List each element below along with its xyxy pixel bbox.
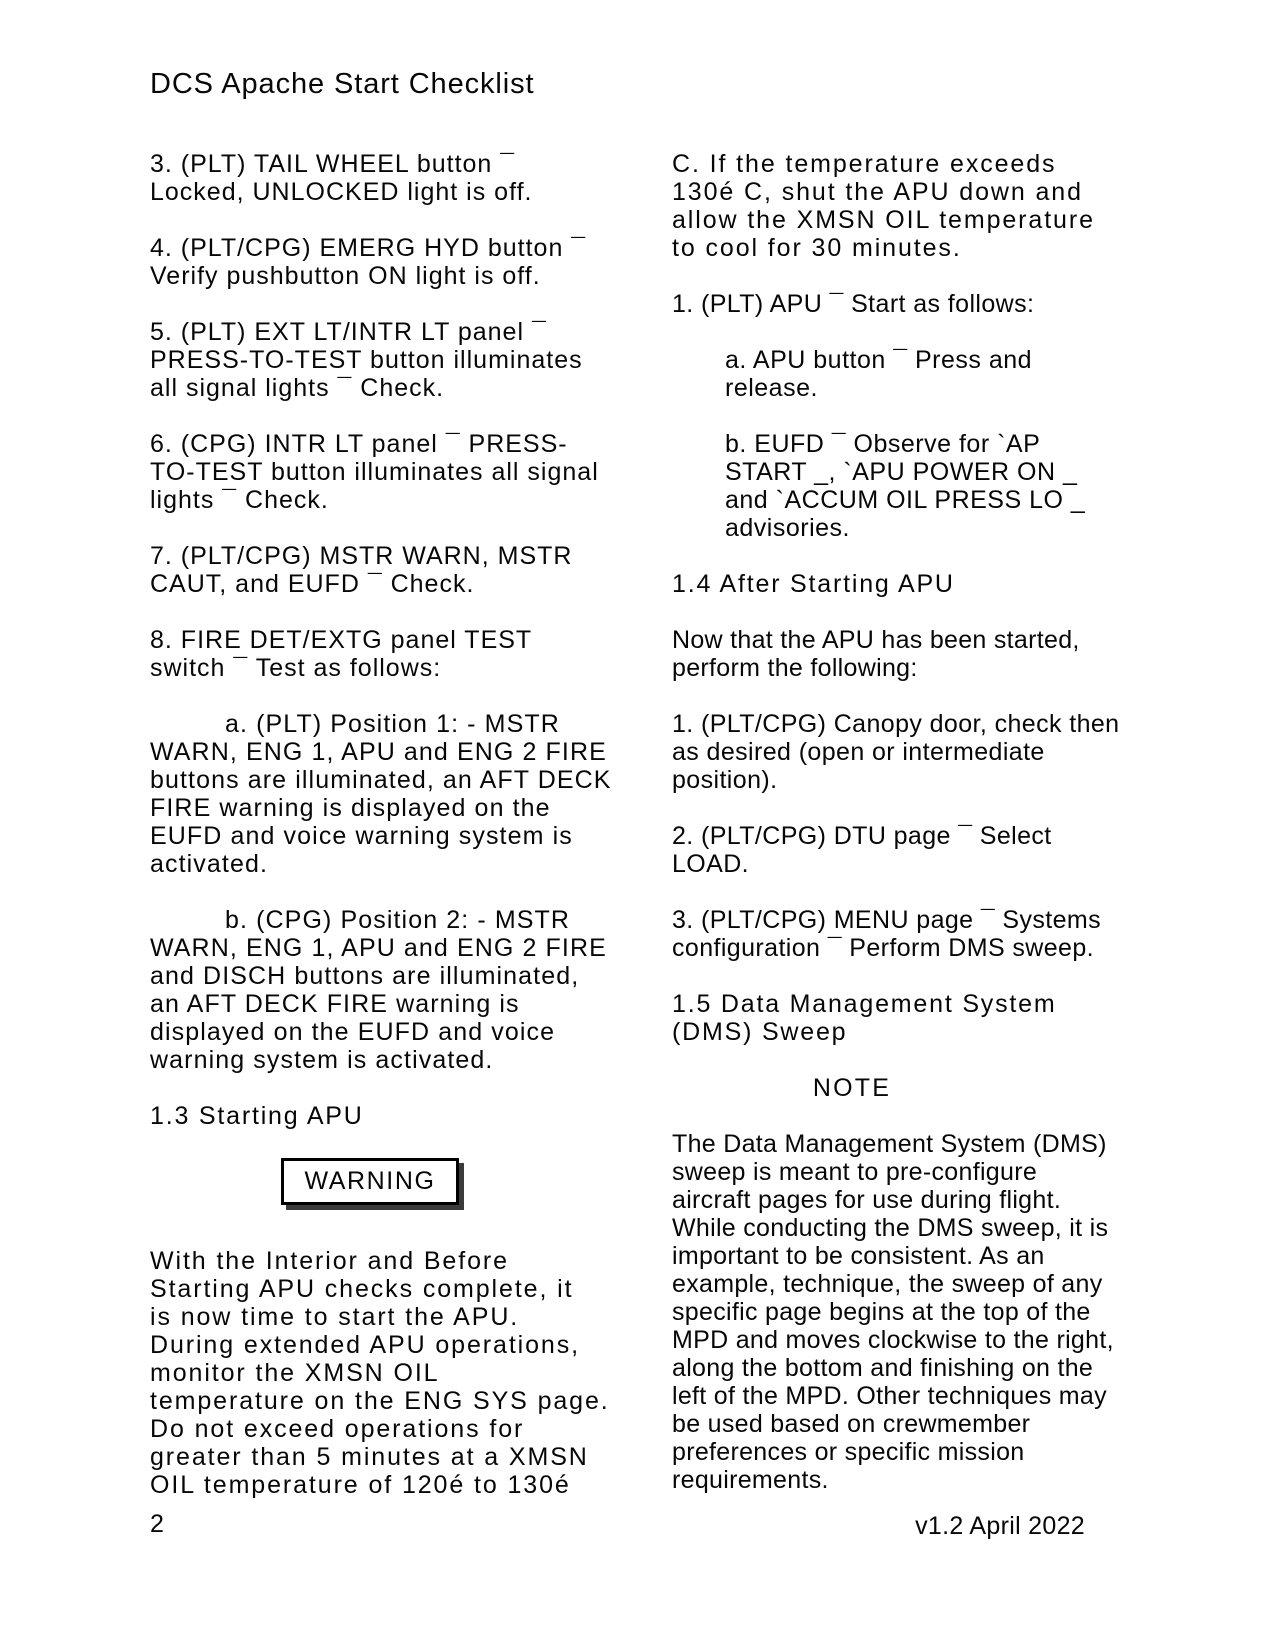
text-line: important to be consistent. As an [672, 1242, 1045, 1270]
text-line: 3. (PLT/CPG) MENU page ¯ Systems [672, 906, 1102, 934]
text-line: 5. (PLT) EXT LT/INTR LT panel ¯ [150, 318, 547, 346]
text-block [672, 150, 1095, 262]
text-line: Verify pushbutton ON light is off. [150, 262, 541, 290]
text-line: and DISCH buttons are illuminated, [150, 962, 580, 990]
text-line: The Data Management System (DMS) [672, 1130, 1107, 1158]
text-block [672, 1130, 1114, 1494]
text-line: as desired (open or intermediate [672, 738, 1045, 766]
text-line: 2. (PLT/CPG) DTU page ¯ Select [672, 822, 1052, 850]
text-line: advisories. [725, 514, 850, 542]
left-column [150, 150, 612, 1527]
text-line: sweep is meant to pre-configure [672, 1158, 1038, 1186]
text-line: a. (PLT) Position 1: - MSTR [225, 710, 560, 738]
right-column [672, 150, 1120, 1522]
text-line: temperature on the ENG SYS page. [150, 1387, 610, 1415]
text-line: to cool for 30 minutes. [672, 234, 962, 262]
text-line: release. [725, 374, 818, 402]
text-block [150, 234, 590, 290]
text-line: OIL temperature of 120é to 130é [150, 1471, 571, 1499]
text-line: be used based on crewmember [672, 1410, 1031, 1438]
text-line: 3. (PLT) TAIL WHEEL button ¯ [150, 150, 516, 178]
text-block [672, 430, 1086, 542]
text-block [150, 430, 599, 514]
text-line: specific page begins at the top of the [672, 1298, 1091, 1326]
text-line: left of the MPD. Other techniques may [672, 1382, 1107, 1410]
text-line: 1.3 Starting APU [150, 1102, 364, 1130]
text-line: buttons are illuminated, an AFT DECK [150, 766, 612, 794]
text-line: preferences or specific mission [672, 1438, 1025, 1466]
text-line: allow the XMSN OIL temperature [672, 206, 1095, 234]
text-line: b. (CPG) Position 2: - MSTR [225, 906, 571, 934]
text-line: While conducting the DMS sweep, it is [672, 1214, 1109, 1242]
text-block [672, 346, 1032, 402]
text-line: (DMS) Sweep [672, 1018, 848, 1046]
text-block [672, 822, 1052, 878]
text-line: lights ¯ Check. [150, 486, 329, 514]
text-line: activated. [150, 850, 269, 878]
text-block [672, 290, 1035, 318]
text-block [150, 906, 607, 1074]
text-line: monitor the XMSN OIL [150, 1359, 440, 1387]
text-line: switch ¯ Test as follows: [150, 654, 442, 682]
text-line: all signal lights ¯ Check. [150, 374, 445, 402]
text-block [150, 710, 612, 878]
text-block [672, 710, 1120, 794]
text-line: 130é C, shut the APU down and [672, 178, 1083, 206]
document-title: DCS Apache Start Checklist [150, 68, 535, 100]
text-line: FIRE warning is displayed on the [150, 794, 551, 822]
text-line: 1. (PLT/CPG) Canopy door, check then [672, 710, 1120, 738]
text-line: Do not exceed operations for [150, 1415, 525, 1443]
text-line: example, technique, the sweep of any [672, 1270, 1103, 1298]
text-line: CAUT, and EUFD ¯ Check. [150, 570, 475, 598]
section-heading [672, 570, 1032, 598]
text-line: WARN, ENG 1, APU and ENG 2 FIRE [150, 738, 607, 766]
text-line: warning system is activated. [150, 1046, 494, 1074]
version-label: v1.2 April 2022 [915, 1512, 1085, 1540]
text-line: EUFD and voice warning system is [150, 822, 573, 850]
text-block [672, 906, 1102, 962]
text-line: WARN, ENG 1, APU and ENG 2 FIRE [150, 934, 607, 962]
text-line: and `ACCUM OIL PRESS LO _ [725, 486, 1086, 514]
text-line: With the Interior and Before [150, 1247, 509, 1275]
text-line: 7. (PLT/CPG) MSTR WARN, MSTR [150, 542, 573, 570]
section-heading [150, 1102, 590, 1130]
text-line: perform the following: [672, 654, 918, 682]
text-line: a. APU button ¯ Press and [725, 346, 1033, 374]
text-block [150, 1247, 610, 1499]
text-line: MPD and moves clockwise to the right, [672, 1326, 1114, 1354]
text-line: TO-TEST button illuminates all signal [150, 458, 599, 486]
text-line: 1. (PLT) APU ¯ Start as follows: [672, 290, 1035, 318]
text-line: 1.5 Data Management System [672, 990, 1057, 1018]
text-line: 4. (PLT/CPG) EMERG HYD button ¯ [150, 234, 587, 262]
text-line: NOTE [812, 1074, 892, 1102]
section-heading [672, 990, 1057, 1046]
text-line: PRESS-TO-TEST button illuminates [150, 346, 583, 374]
note-heading [672, 1074, 1032, 1102]
text-line: Now that the APU has been started, [672, 626, 1080, 654]
text-line: 6. (CPG) INTR LT panel ¯ PRESS- [150, 430, 568, 458]
text-line: requirements. [672, 1466, 829, 1494]
text-line: an AFT DECK FIRE warning is [150, 990, 520, 1018]
text-block [150, 150, 590, 206]
text-line: Starting APU checks complete, it [150, 1275, 574, 1303]
text-line: displayed on the EUFD and voice [150, 1018, 556, 1046]
warning-box [281, 1158, 458, 1205]
text-line: During extended APU operations, [150, 1331, 580, 1359]
text-line: is now time to start the APU. [150, 1303, 520, 1331]
text-line: 8. FIRE DET/EXTG panel TEST [150, 626, 533, 654]
text-line: b. EUFD ¯ Observe for `AP [725, 430, 1041, 458]
text-block [150, 626, 590, 682]
warning-box-container [150, 1158, 590, 1205]
text-line: Locked, UNLOCKED light is off. [150, 178, 533, 206]
text-block [672, 626, 1080, 682]
text-line: LOAD. [672, 850, 750, 878]
text-line: aircraft pages for use during flight. [672, 1186, 1062, 1214]
text-line: along the bottom and finishing on the [672, 1354, 1094, 1382]
page-number: 2 [150, 1510, 164, 1538]
warning-label: WARNING [304, 1167, 436, 1195]
text-line: 1.4 After Starting APU [672, 570, 955, 598]
text-line: greater than 5 minutes at a XMSN [150, 1443, 589, 1471]
text-line: C. If the temperature exceeds [672, 150, 1057, 178]
text-block [150, 318, 590, 402]
text-line: START _, `APU POWER ON _ [725, 458, 1078, 486]
text-line: configuration ¯ Perform DMS sweep. [672, 934, 1095, 962]
text-block [150, 542, 590, 598]
text-line: position). [672, 766, 778, 794]
